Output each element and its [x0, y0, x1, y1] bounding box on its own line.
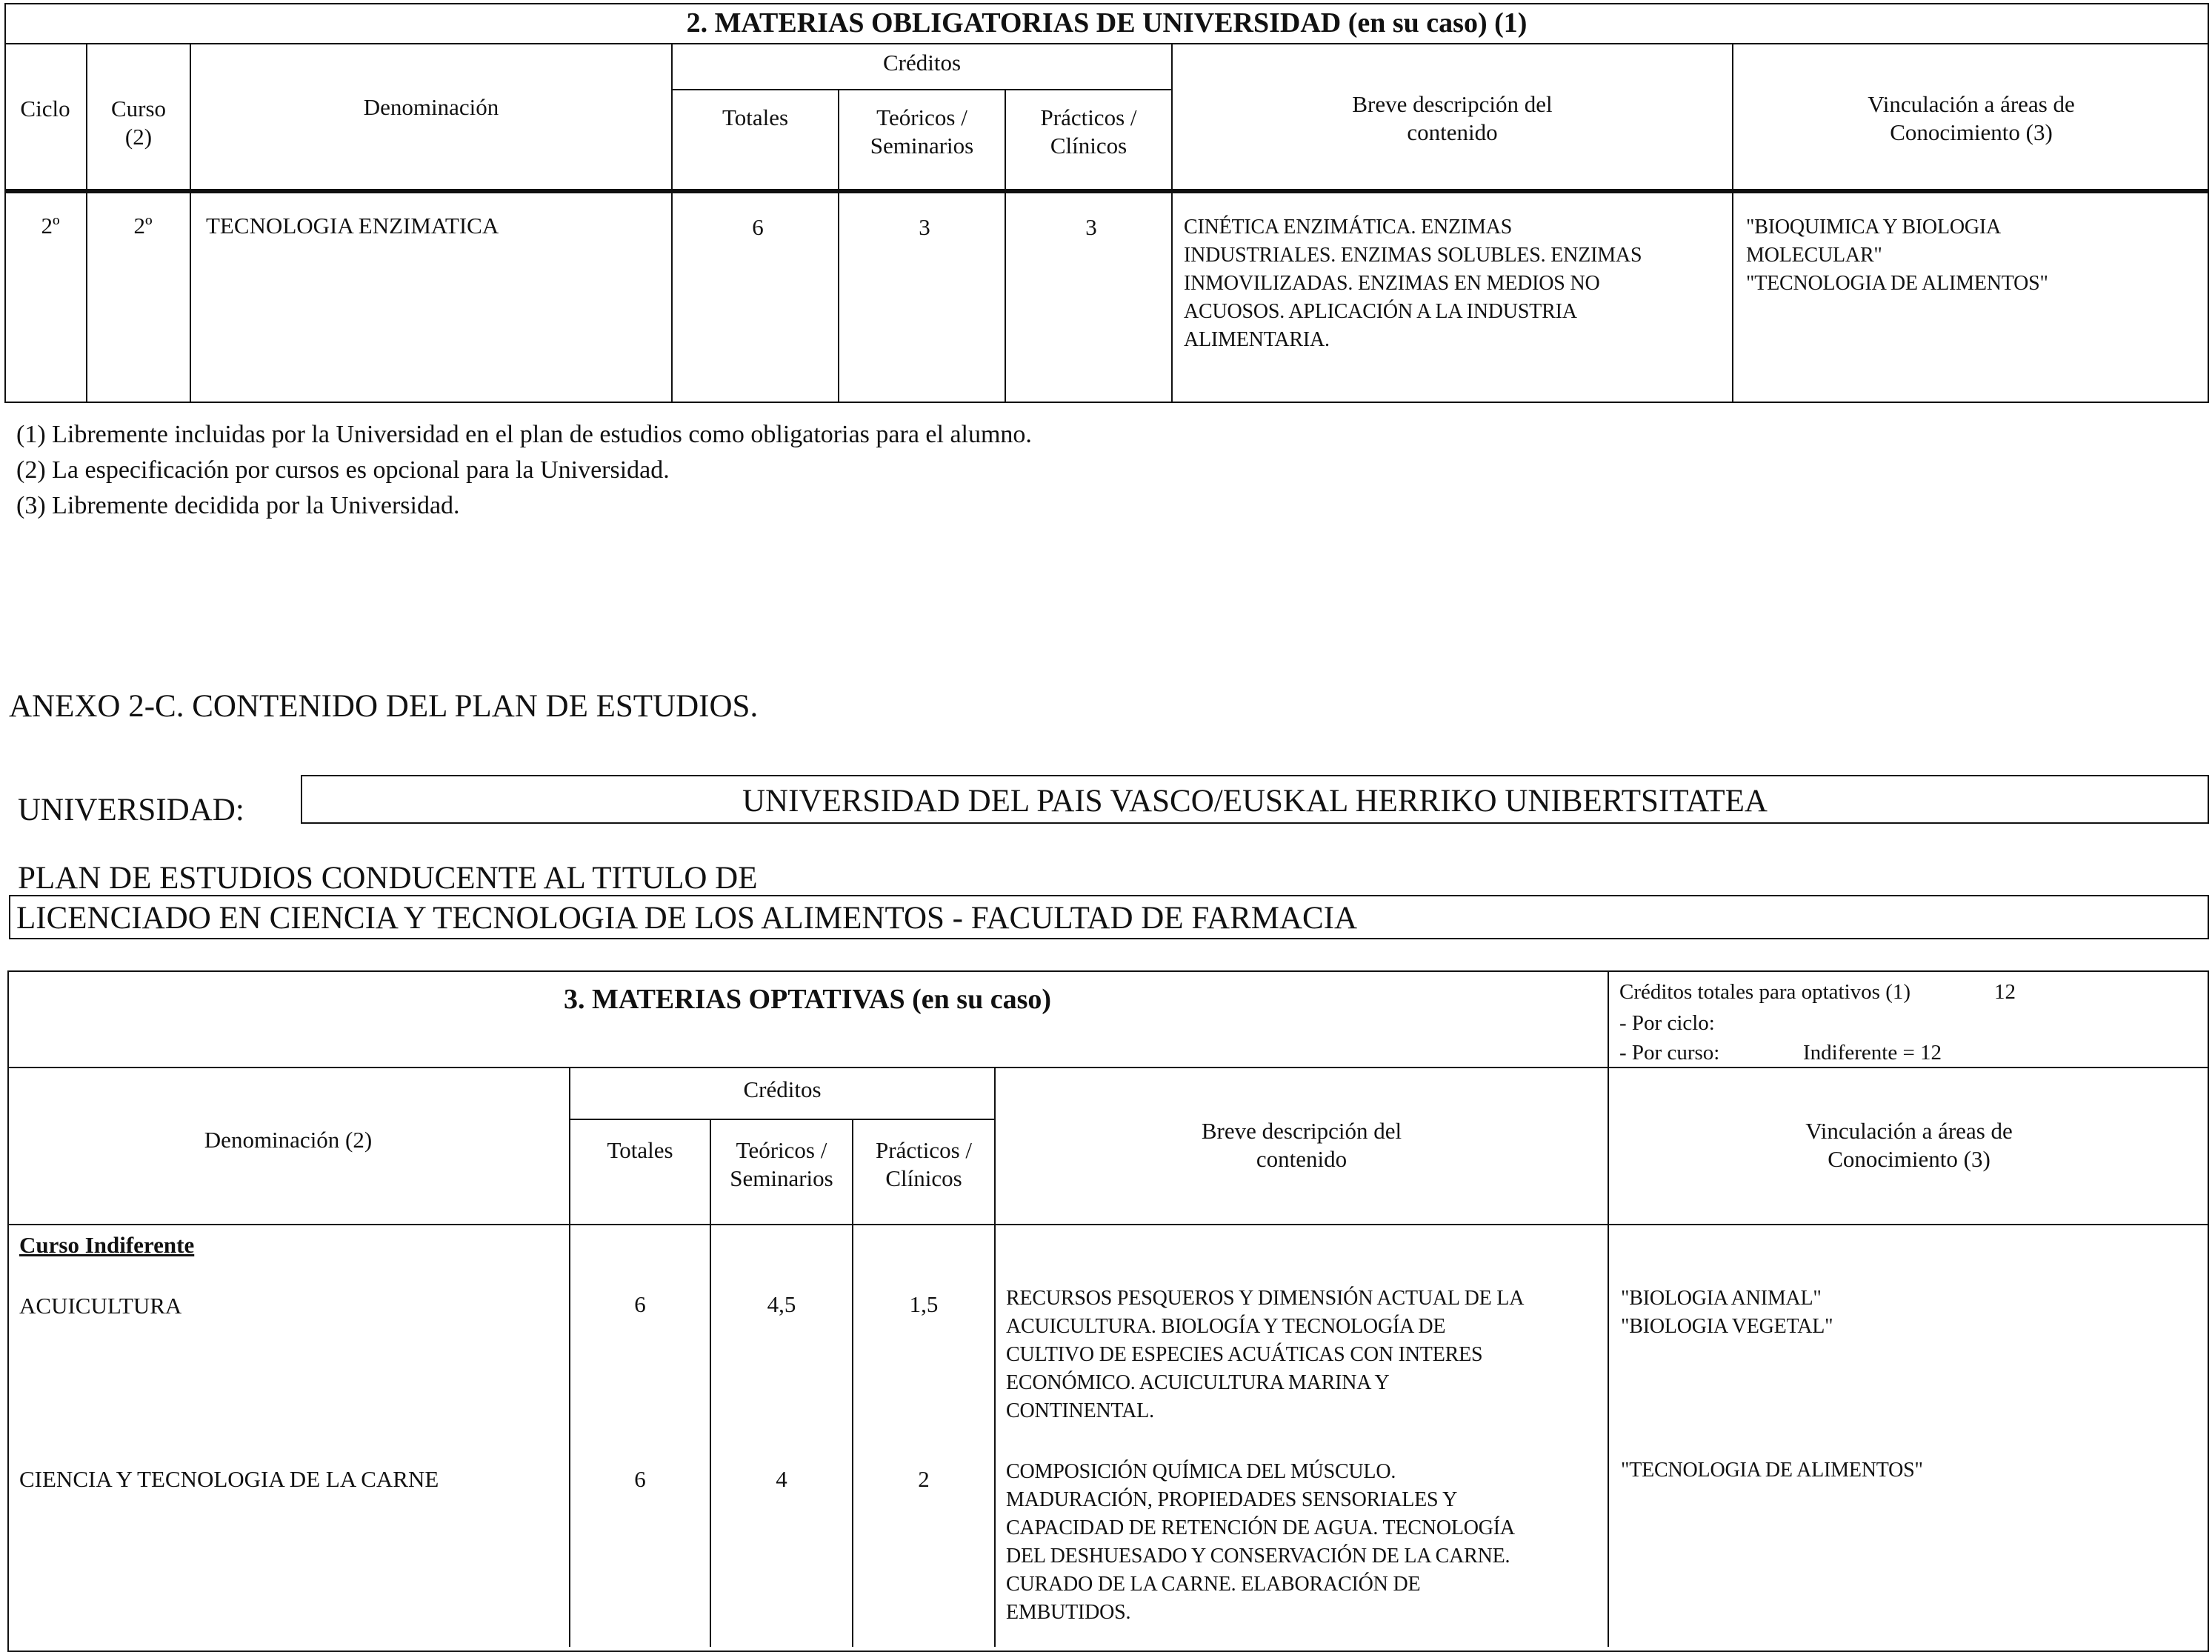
header-vinculacion: Vinculación a áreas de Conocimiento (3)	[1805, 1118, 2013, 1172]
header-practicos: Prácticos / Clínicos	[876, 1137, 972, 1191]
header-descripcion: Breve descripción del contenido	[1352, 91, 1553, 145]
cell-descripcion: RECURSOS PESQUEROS Y DIMENSIÓN ACTUAL DE LA ACUICULTURA. BIOLOGÍA Y TECNOLOGÍA DE CULTIVO DE ESPECIES ACUÁTICAS CON INTERES ECONÓMICO. ACUICULTURA MARINA Y CONTINENTAL.	[1006, 1287, 1525, 1423]
cell-denominacion: CIENCIA Y TECNOLOGIA DE LA CARNE	[19, 1466, 439, 1492]
cell-practicos: 3	[1085, 214, 1097, 240]
cell-practicos: 2	[918, 1466, 930, 1492]
universidad-value: UNIVERSIDAD DEL PAIS VASCO/EUSKAL HERRIKO UNIBERTSITATEA	[742, 784, 1768, 819]
header-creditos: Créditos	[882, 50, 962, 76]
header-totales: Totales	[722, 104, 789, 130]
cell-denominacion: TECNOLOGIA ENZIMATICA	[206, 213, 499, 239]
header-practicos: Prácticos / Clínicos	[1040, 104, 1137, 159]
cell-descripcion: CINÉTICA ENZIMÁTICA. ENZIMAS INDUSTRIALES. ENZIMAS SOLUBLES. ENZIMAS INMOVILIZADAS. ENZIMAS EN MEDIOS NO ACUOSOS. APLICACIÓN A LA INDUSTRIA ALIMENTARIA.	[1184, 216, 1642, 352]
creditos-totales-value: 12	[1994, 980, 2016, 1004]
footnote: (3) Libremente decidida por la Universidad.	[16, 492, 460, 519]
cell-totales: 6	[752, 214, 764, 240]
cell-ciclo: 2º	[41, 213, 60, 239]
anexo-title: ANEXO 2-C. CONTENIDO DEL PLAN DE ESTUDIOS.	[9, 689, 759, 724]
divider	[7, 1067, 2209, 1068]
cell-denominacion: ACUICULTURA	[19, 1293, 182, 1319]
divider	[569, 1119, 996, 1120]
por-curso-label: - Por curso:	[1619, 1041, 1720, 1065]
plan-value: LICENCIADO EN CIENCIA Y TECNOLOGIA DE LOS ALIMENTOS - FACULTAD DE FARMACIA	[16, 901, 1358, 936]
universidad-box	[301, 775, 2209, 824]
por-ciclo-label: - Por ciclo:	[1619, 1011, 1715, 1035]
cell-teoricos: 4	[776, 1466, 787, 1492]
group-label: Curso Indiferente	[19, 1232, 195, 1258]
divider	[710, 1119, 711, 1647]
header-denominacion: Denominación (2)	[204, 1127, 373, 1153]
cell-vinculacion: "BIOQUIMICA Y BIOLOGIA MOLECULAR" "TECNOLOGIA DE ALIMENTOS"	[1746, 216, 2048, 296]
header-denominacion: Denominación	[363, 94, 499, 120]
divider	[4, 43, 2209, 44]
obligatorias-title: 2. MATERIAS OBLIGATORIAS DE UNIVERSIDAD (en su caso) (1)	[686, 7, 1528, 39]
header-vinculacion: Vinculación a áreas de Conocimiento (3)	[1868, 91, 2075, 145]
header-descripcion: Breve descripción del contenido	[1201, 1118, 1402, 1172]
header-teoricos: Teóricos / Seminarios	[730, 1137, 833, 1191]
plan-box	[9, 895, 2209, 939]
cell-practicos: 1,5	[909, 1291, 939, 1317]
cell-vinculacion: "TECNOLOGIA DE ALIMENTOS"	[1621, 1459, 1923, 1482]
divider	[1608, 970, 1609, 1647]
header-ciclo: Ciclo	[20, 96, 70, 121]
cell-curso: 2º	[133, 213, 153, 239]
divider	[7, 1224, 2209, 1225]
footnote: (2) La especificación por cursos es opcional para la Universidad.	[16, 456, 670, 484]
header-curso: Curso (2)	[110, 96, 167, 150]
cell-descripcion: COMPOSICIÓN QUÍMICA DEL MÚSCULO. MADURACIÓN, PROPIEDADES SENSORIALES Y CAPACIDAD DE RETENCIÓN DE AGUA. TECNOLOGÍA DEL DESHUESADO Y CONSERVACIÓN DE LA CARNE. CURADO DE LA CARNE. ELABORACIÓN DE EMBUTIDOS.	[1006, 1460, 1515, 1625]
divider	[852, 1119, 853, 1647]
cell-teoricos: 4,5	[767, 1291, 796, 1317]
header-totales: Totales	[607, 1137, 673, 1163]
por-curso-value: Indiferente = 12	[1803, 1041, 1942, 1065]
divider	[671, 89, 1173, 90]
cell-vinculacion: "BIOLOGIA ANIMAL" "BIOLOGIA VEGETAL"	[1621, 1287, 1833, 1339]
footnote: (1) Libremente incluidas por la Universidad en el plan de estudios como obligatorias para el alumno.	[16, 421, 1032, 448]
plan-label: PLAN DE ESTUDIOS CONDUCENTE AL TITULO DE	[18, 861, 758, 896]
optativas-title: 3. MATERIAS OPTATIVAS (en su caso)	[563, 984, 1052, 1015]
universidad-label: UNIVERSIDAD:	[18, 793, 244, 827]
cell-totales: 6	[634, 1291, 646, 1317]
header-creditos: Créditos	[743, 1076, 822, 1102]
creditos-totales-label: Créditos totales para optativos (1)	[1619, 980, 1911, 1004]
cell-totales: 6	[634, 1466, 646, 1492]
header-teoricos: Teóricos / Seminarios	[870, 104, 974, 159]
divider	[4, 189, 2209, 193]
cell-teoricos: 3	[919, 214, 930, 240]
